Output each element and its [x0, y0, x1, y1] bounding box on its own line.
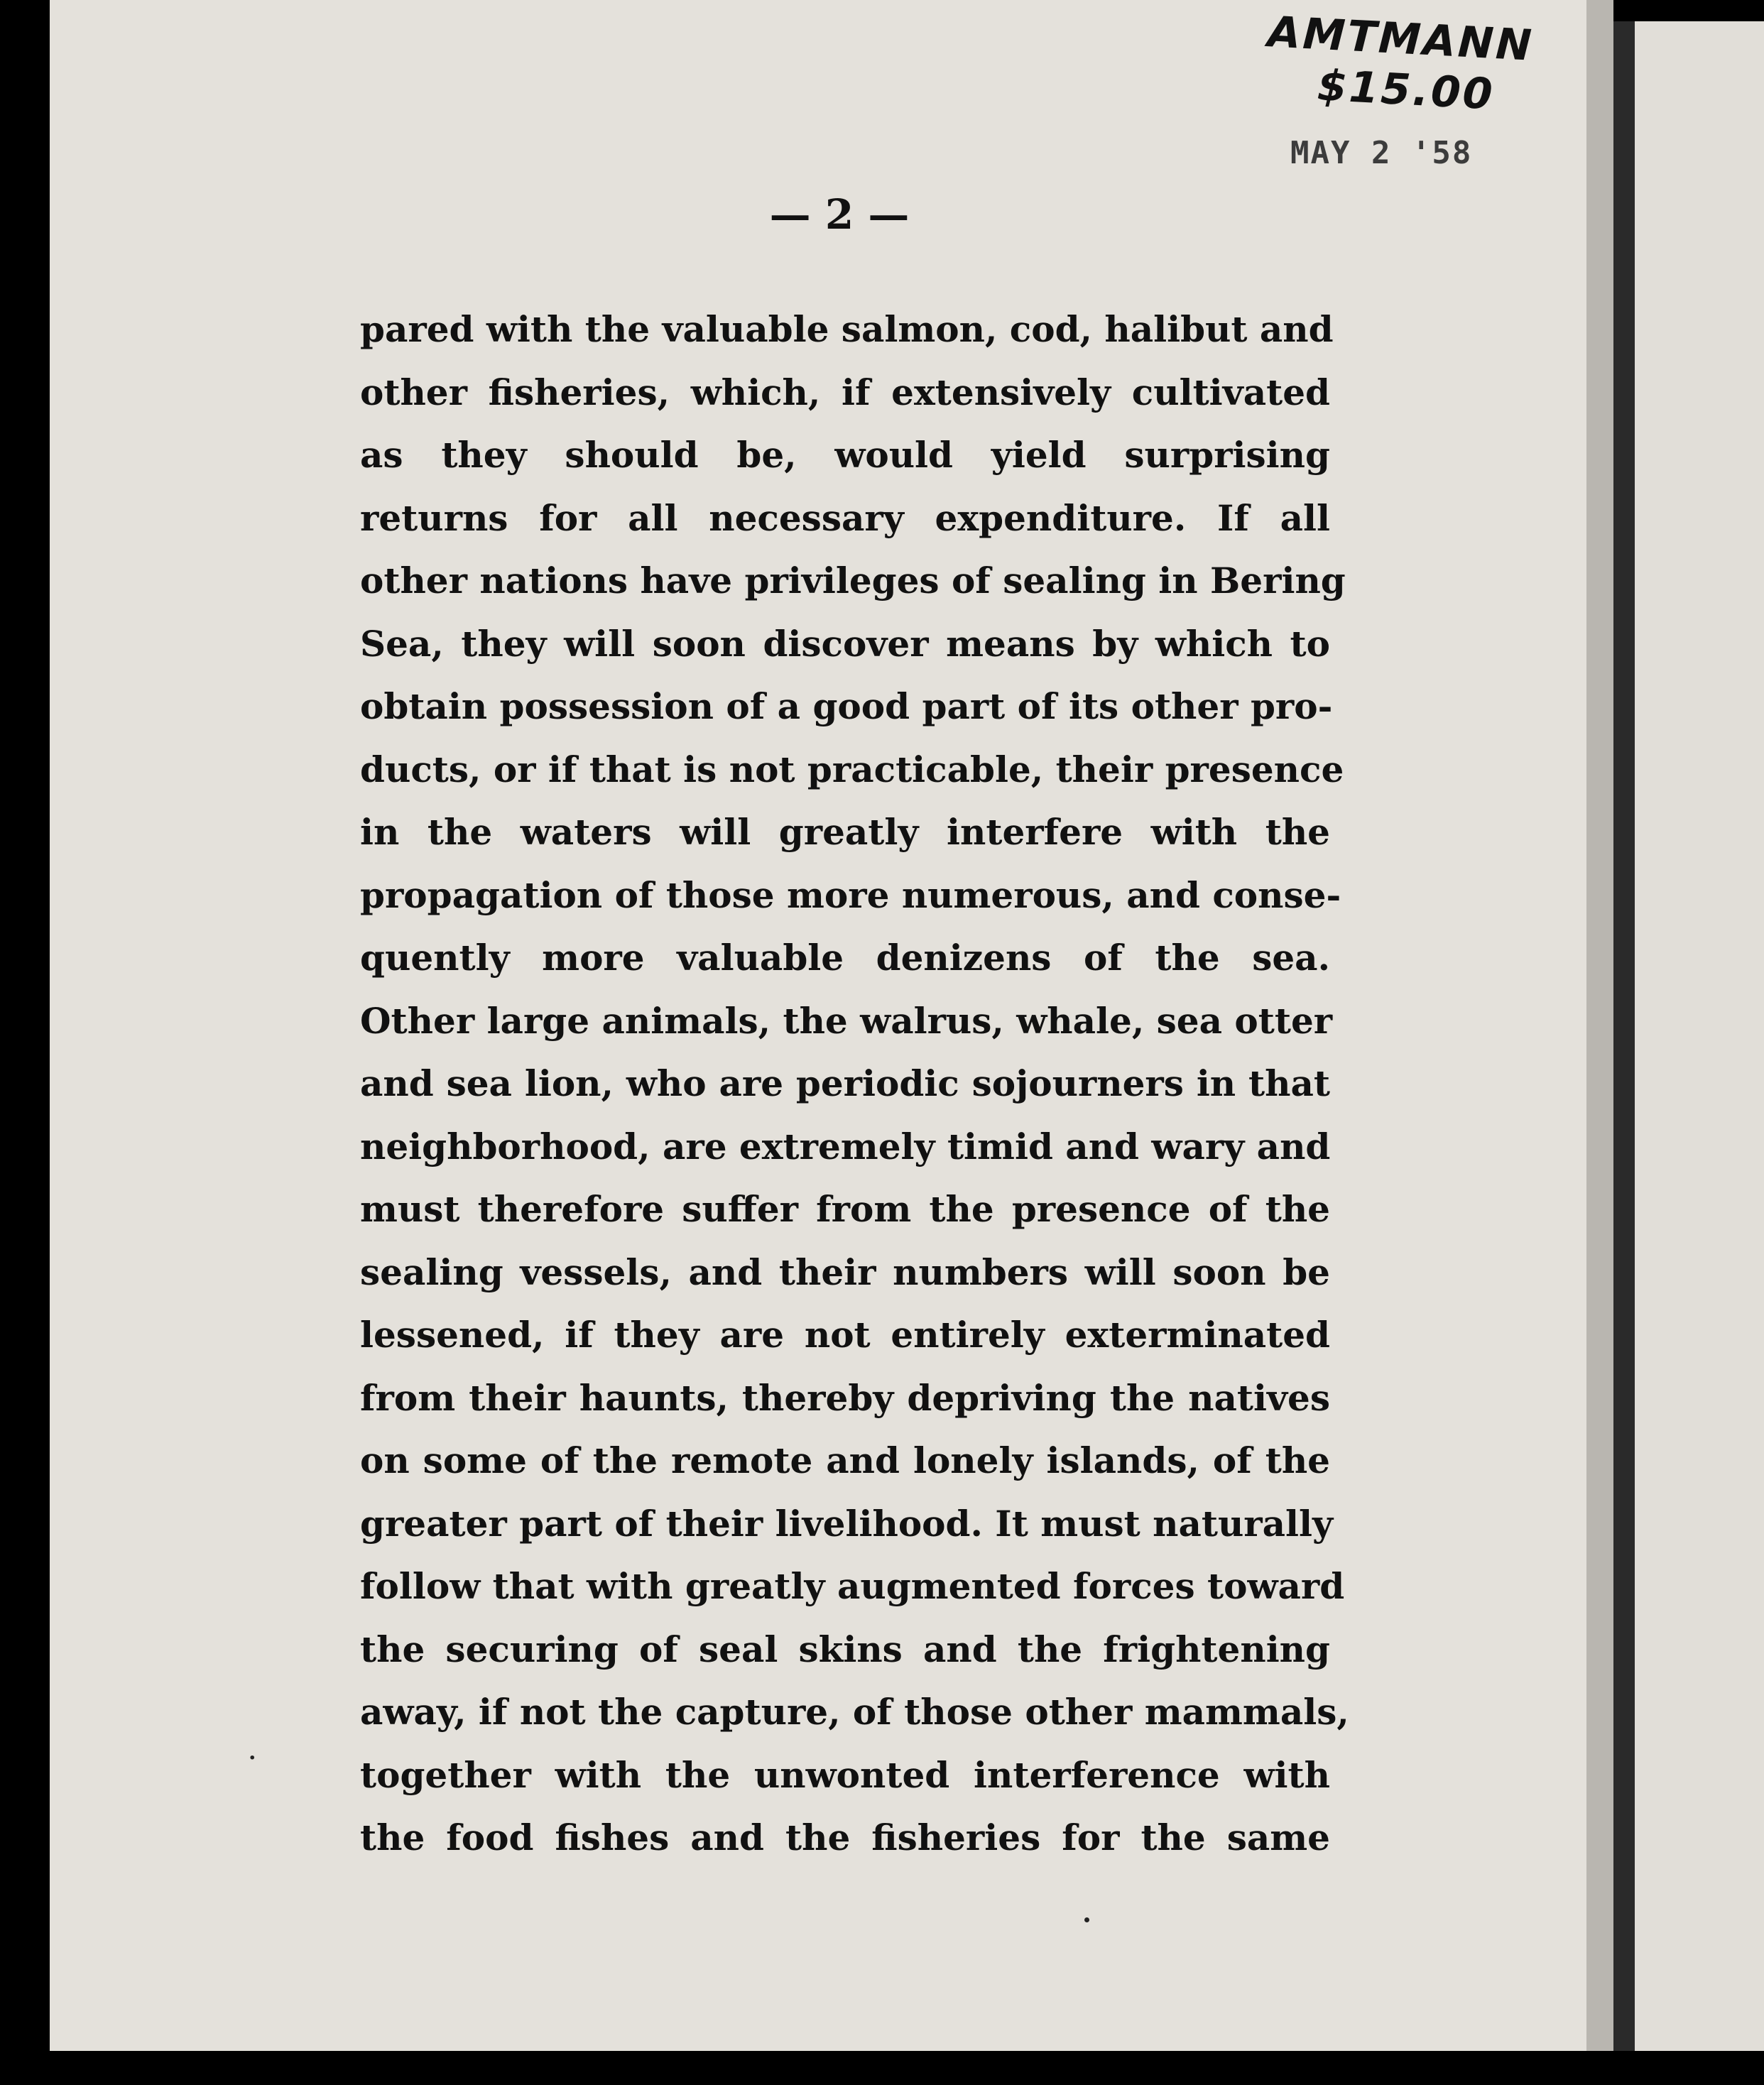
ink-speck: [1084, 1917, 1089, 1922]
text-line: and sea lion, who are periodic sojourners in that: [360, 1062, 1330, 1104]
text-line: greater part of their livelihood. It must naturally: [360, 1502, 1334, 1545]
text-line: neighborhood, are extremely timid and wary and: [360, 1125, 1331, 1167]
text-line: sealing vessels, and their numbers will soon be: [360, 1251, 1330, 1293]
dealer-name: AMTMANN: [1266, 7, 1535, 71]
page-edge: [1586, 0, 1613, 2051]
text-line: together with the unwonted interference with: [360, 1753, 1330, 1796]
text-line: Sea, they will soon discover means by which to: [360, 622, 1330, 665]
text-line: must therefore suffer from the presence of the: [360, 1188, 1330, 1230]
text-line: lessened, if they are not entirely exterminated: [360, 1314, 1330, 1356]
text-line: in the waters will greatly interfere with the: [360, 811, 1330, 853]
body-text: [360, 298, 1349, 1870]
text-line: other fisheries, which, if extensively cultivated: [360, 371, 1330, 413]
text-line: the food fishes and the fisheries for the same: [360, 1817, 1330, 1858]
date-stamp: MAY 2 '58: [1290, 135, 1473, 171]
text-line: pared with the valuable salmon, cod, halibut and: [360, 308, 1334, 350]
text-line: other nations have privileges of sealing in Bering: [360, 560, 1346, 601]
text-line: obtain possession of a good part of its other pro-: [360, 685, 1333, 727]
handwritten-dealer-annotation: [1266, 7, 1537, 185]
dealer-price: $15.00: [1316, 60, 1496, 120]
text-line: propagation of those more numerous, and conse-: [360, 873, 1341, 916]
text-line: quently more valuable denizens of the sea.: [360, 937, 1330, 979]
text-line: Other large animals, the walrus, whale, sea otter: [360, 999, 1333, 1042]
facing-page-strip: [1635, 21, 1764, 2051]
text-line: on some of the remote and lonely islands, of the: [360, 1439, 1330, 1481]
margin-speck: ·: [249, 1746, 256, 1770]
text-line: ducts, or if that is not practicable, their presence: [360, 748, 1344, 790]
text-line: returns for all necessary expenditure. If all: [360, 496, 1330, 539]
page-number: — 2 —: [769, 190, 910, 239]
text-line: the securing of seal skins and the frightening: [360, 1628, 1330, 1670]
text-line: from their haunts, thereby depriving the natives: [360, 1376, 1330, 1419]
text-line: follow that with greatly augmented forces toward: [360, 1565, 1345, 1607]
text-line: away, if not the capture, of those other mammals,: [360, 1691, 1349, 1733]
text-line: as they should be, would yield surprising: [360, 434, 1330, 476]
book-spine: [1613, 21, 1635, 2051]
scan-border: [0, 2051, 1764, 2085]
